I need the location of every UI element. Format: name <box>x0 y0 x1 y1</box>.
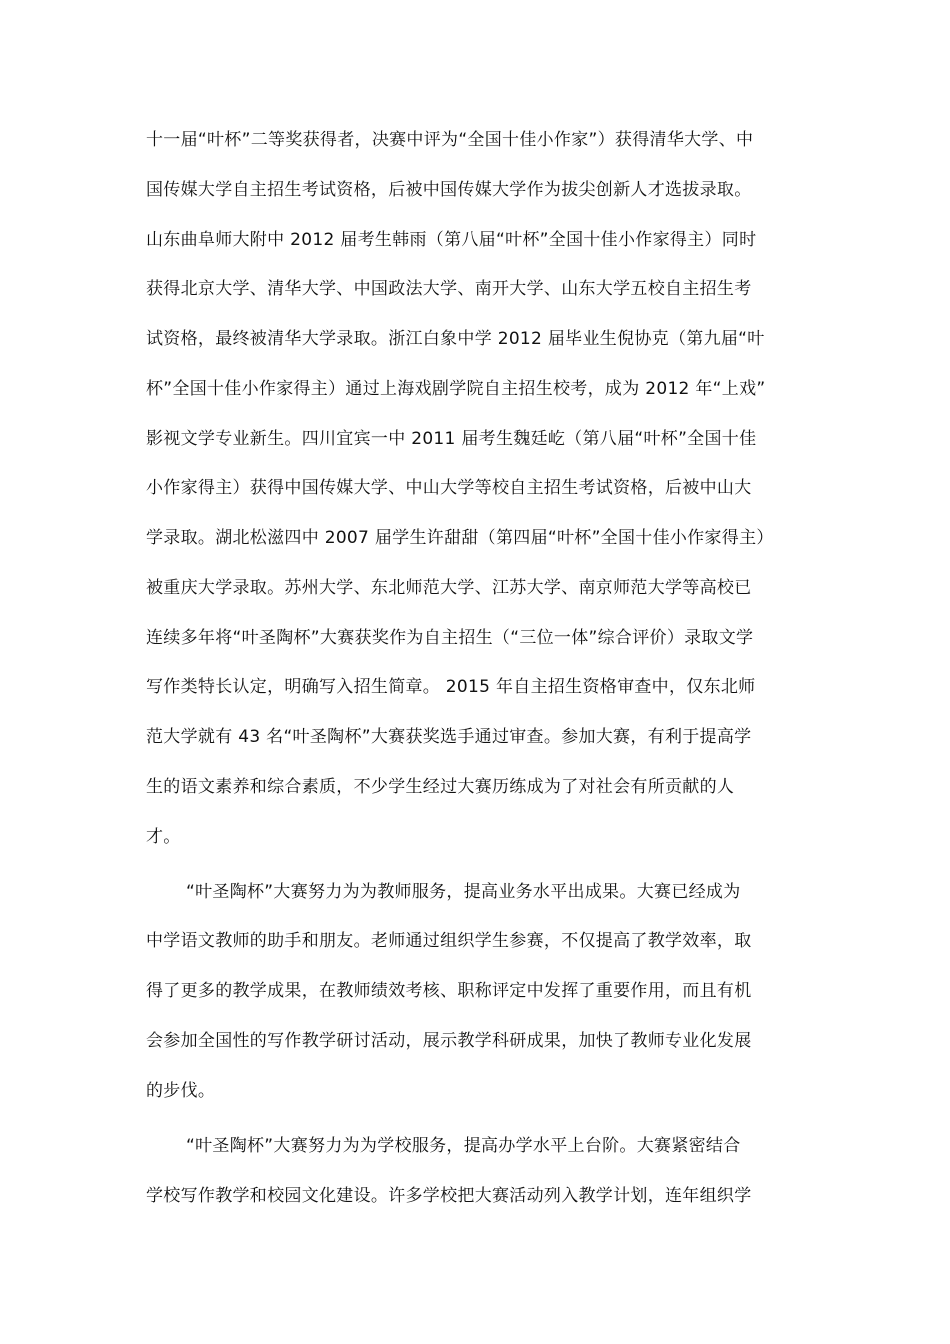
paragraph-1-line-5: 试资格，最终被清华大学录取。浙江白象中学 2012 届毕业生倪协克（第九届“叶 <box>146 329 765 349</box>
paragraph-1-line-3: 山东曲阜师大附中 2012 届考生韩雨（第八届“叶杯”全国十佳小作家得主）同时 <box>146 230 757 250</box>
paragraph-1-line-15: 才。 <box>146 827 181 847</box>
paragraph-2-line-3: 得了更多的教学成果，在教师绩效考核、职称评定中发挥了重要作用，而且有机 <box>146 981 752 1001</box>
paragraph-1-line-2: 国传媒大学自主招生考试资格，后被中国传媒大学作为拔尖创新人才选拔录取。 <box>146 180 752 200</box>
paragraph-1-line-10: 被重庆大学录取。苏州大学、东北师范大学、江苏大学、南京师范大学等高校已 <box>146 578 752 598</box>
paragraph-2-line-2: 中学语文教师的助手和朋友。老师通过组织学生参赛，不仅提高了教学效率，取 <box>146 931 752 951</box>
paragraph-2-line-5: 的步伐。 <box>146 1081 216 1101</box>
paragraph-1-line-8: 小作家得主）获得中国传媒大学、中山大学等校自主招生考试资格，后被中山大 <box>146 478 752 498</box>
paragraph-2-line-4: 会参加全国性的写作教学研讨活动，展示教学科研成果，加快了教师专业化发展 <box>146 1031 752 1051</box>
paragraph-1-line-6: 杯”全国十佳小作家得主）通过上海戏剧学院自主招生校考，成为 2012 年“上戏” <box>146 379 766 399</box>
paragraph-3-line-2: 学校写作教学和校园文化建设。许多学校把大赛活动列入教学计划，连年组织学 <box>146 1186 752 1206</box>
paragraph-3-line-1: “叶圣陶杯”大赛努力为为学校服务，提高办学水平上台阶。大赛紧密结合 <box>186 1136 741 1156</box>
paragraph-2-line-1: “叶圣陶杯”大赛努力为为教师服务，提高业务水平出成果。大赛已经成为 <box>186 882 741 902</box>
paragraph-1-line-9: 学录取。湖北松滋四中 2007 届学生许甜甜（第四届“叶杯”全国十佳小作家得主） <box>146 528 774 548</box>
paragraph-1-line-12: 写作类特长认定，明确写入招生简章。 2015 年自主招生资格审查中，仅东北师 <box>146 677 756 697</box>
paragraph-1-line-1: 十一届“叶杯”二等奖获得者，决赛中评为“全国十佳小作家”）获得清华大学、中 <box>146 130 754 150</box>
paragraph-1-line-4: 获得北京大学、清华大学、中国政法大学、南开大学、山东大学五校自主招生考 <box>146 279 752 299</box>
paragraph-1-line-11: 连续多年将“叶圣陶杯”大赛获奖作为自主招生（“三位一体”综合评价）录取文学 <box>146 628 754 648</box>
paragraph-1-line-13: 范大学就有 43 名“叶圣陶杯”大赛获奖选手通过审查。参加大赛，有利于提高学 <box>146 727 752 747</box>
paragraph-1-line-7: 影视文学专业新生。四川宜宾一中 2011 届考生魏廷屹（第八届“叶杯”全国十佳 <box>146 429 757 449</box>
paragraph-1-line-14: 生的语文素养和综合素质，不少学生经过大赛历练成为了对社会有所贡献的人 <box>146 777 735 797</box>
